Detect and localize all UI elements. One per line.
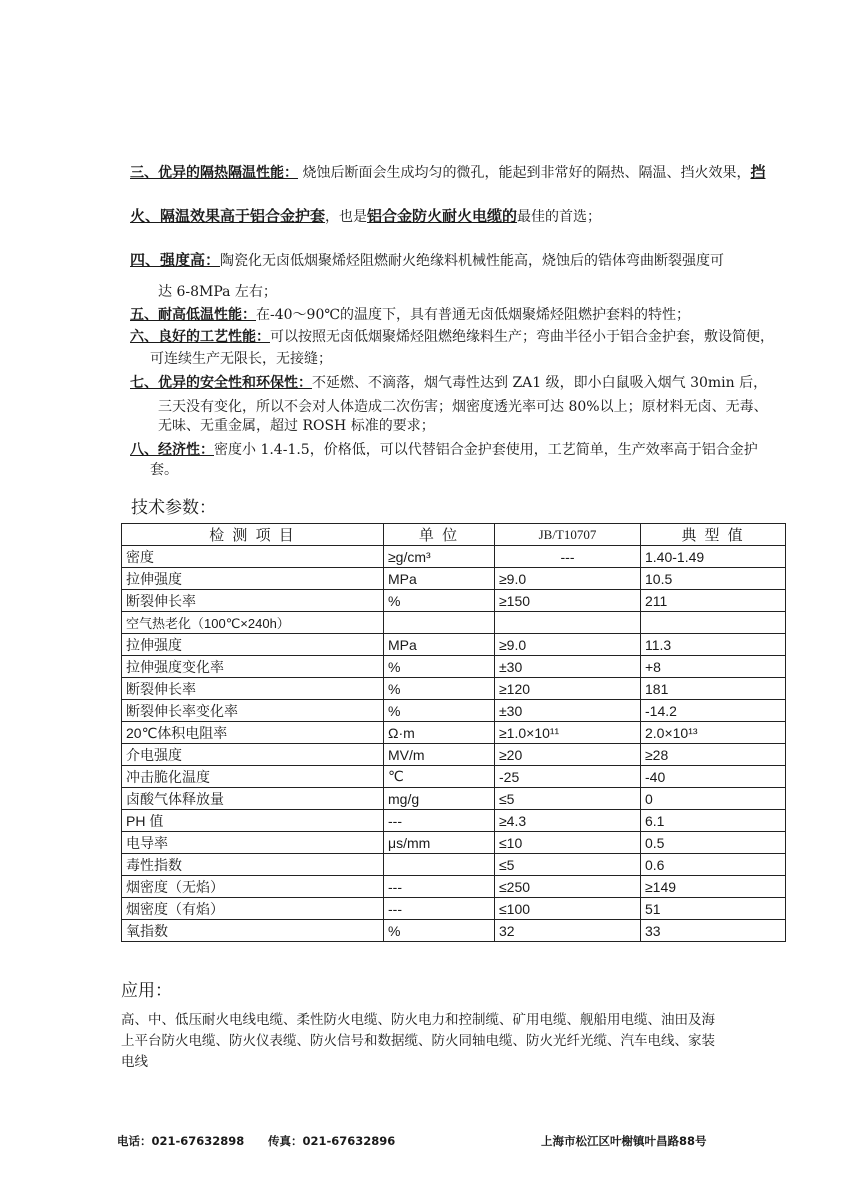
table-row: [122, 876, 786, 898]
cell-unit: ℃: [384, 766, 495, 788]
cell-typical: 51: [641, 898, 786, 920]
cell-unit: ---: [384, 810, 495, 832]
feature-8-heading: 八、经济性：: [130, 442, 214, 458]
cell-typical: [641, 612, 786, 634]
feature-7-heading: 七、优异的安全性和环保性：: [130, 375, 312, 391]
cell-typical: 211: [641, 590, 786, 612]
cell-unit: μs/mm: [384, 832, 495, 854]
cell-item: 20℃体积电阻率: [122, 722, 384, 744]
col-header-unit: 单 位: [384, 524, 495, 546]
cell-typical: ≥149: [641, 876, 786, 898]
table-row: [122, 590, 786, 612]
cell-item: 卤酸气体释放量: [122, 788, 384, 810]
feature-6-line-2: 可连续生产无限长，无接缝；: [150, 351, 332, 367]
application-line-2: 上平台防火电缆、防火仪表缆、防火信号和数据缆、防火同轴电缆、防火光纤光缆、汽车电线、家装: [121, 1033, 715, 1049]
cell-item: 拉伸强度: [122, 568, 384, 590]
cell-item: PH 值: [122, 810, 384, 832]
feature-3-text: 最佳的首选；: [517, 209, 602, 225]
cell-standard: ≥1.0×10¹¹: [495, 722, 641, 744]
cell-unit: mg/g: [384, 788, 495, 810]
cell-standard: ≥4.3: [495, 810, 641, 832]
cell-item: 介电强度: [122, 744, 384, 766]
cell-standard: ≥20: [495, 744, 641, 766]
cell-typical: ≥28: [641, 744, 786, 766]
feature-3-line-2: [130, 207, 601, 226]
cell-typical: 11.3: [641, 634, 786, 656]
feature-4-line-1: [130, 251, 724, 270]
application-line-3: 电线: [121, 1054, 148, 1070]
col-header-standard: JB/T10707: [495, 524, 641, 546]
cell-standard: ≤10: [495, 832, 641, 854]
table-row: [122, 898, 786, 920]
cell-standard: ±30: [495, 700, 641, 722]
cell-typical: -40: [641, 766, 786, 788]
cell-standard: ≤250: [495, 876, 641, 898]
cell-typical: 2.0×10¹³: [641, 722, 786, 744]
footer-address: 上海市松江区叶榭镇叶昌路88号: [541, 1134, 707, 1148]
cell-item: 空气热老化（100℃×240h）: [122, 612, 384, 634]
feature-6-text: 可以按照无卤低烟聚烯烃阻燃绝缘料生产；弯曲半径小于铝合金护套，敷设简便，: [270, 329, 774, 345]
cell-standard: ≥120: [495, 678, 641, 700]
feature-7-text: 不延燃、不滴落，烟气毒性达到 ZA1 级，即小白鼠吸入烟气 30min 后，: [312, 375, 768, 391]
col-header-item: 检 测 项 目: [122, 524, 384, 546]
feature-3-line-1: [130, 163, 765, 182]
feature-6-line-1: [130, 328, 774, 346]
cell-unit: MPa: [384, 568, 495, 590]
cell-standard: ≤100: [495, 898, 641, 920]
feature-5-heading: 五、耐高低温性能：: [130, 307, 256, 323]
cell-item: 烟密度（有焰）: [122, 898, 384, 920]
table-row: [122, 546, 786, 568]
cell-unit: %: [384, 920, 495, 942]
cell-unit: Ω·m: [384, 722, 495, 744]
table-row: [122, 788, 786, 810]
cell-item: 断裂伸长率变化率: [122, 700, 384, 722]
table-row: [122, 612, 786, 634]
cell-typical: -14.2: [641, 700, 786, 722]
feature-3-text: ，也是: [325, 209, 368, 225]
cell-typical: 6.1: [641, 810, 786, 832]
cell-unit: MPa: [384, 634, 495, 656]
cell-typical: 181: [641, 678, 786, 700]
feature-7-line-3: 无味、无重金属，超过 ROSH 标准的要求；: [158, 418, 435, 434]
table-row: [122, 568, 786, 590]
feature-3-text: 烧蚀后断面会生成均匀的微孔，能起到非常好的隔热、隔温、挡火效果，: [302, 165, 751, 181]
table-row: [122, 700, 786, 722]
table-header-row: [122, 524, 786, 546]
cell-typical: 33: [641, 920, 786, 942]
feature-4-text: 陶瓷化无卤低烟聚烯烃阻燃耐火绝缘料机械性能高，烧蚀后的锆体弯曲断裂强度可: [220, 253, 725, 269]
cell-item: 氧指数: [122, 920, 384, 942]
table-row: [122, 766, 786, 788]
table-row: [122, 920, 786, 942]
table-row: [122, 656, 786, 678]
cell-unit: MV/m: [384, 744, 495, 766]
cell-standard: -25: [495, 766, 641, 788]
table-row: [122, 810, 786, 832]
table-row: [122, 832, 786, 854]
feature-6-heading: 六、良好的工艺性能：: [130, 329, 270, 345]
cell-item: 断裂伸长率: [122, 590, 384, 612]
feature-3-highlight: 铝合金防火耐火电缆的: [367, 207, 518, 225]
cell-standard: ≤5: [495, 788, 641, 810]
cell-standard: ±30: [495, 656, 641, 678]
cell-unit: [384, 612, 495, 634]
feature-8-line-2: 套。: [150, 462, 178, 478]
feature-5-text: 在-40～90℃的温度下，具有普通无卤低烟聚烯烃阻燃护套料的特性；: [256, 307, 691, 323]
table-row: [122, 634, 786, 656]
col-header-typical: 典 型 值: [641, 524, 786, 546]
footer-fax: 传真：021-67632896: [268, 1134, 396, 1148]
cell-unit: %: [384, 678, 495, 700]
feature-7-line-2: 三天没有变化，所以不会对人体造成二次伤害；烟密度透光率可达 80%以上；原材料无卤、无毒、: [158, 399, 768, 415]
cell-unit: %: [384, 656, 495, 678]
tech-params-title: 技术参数：: [131, 498, 216, 518]
cell-item: 断裂伸长率: [122, 678, 384, 700]
cell-unit: ---: [384, 876, 495, 898]
cell-item: 毒性指数: [122, 854, 384, 876]
cell-standard: ---: [495, 546, 641, 568]
cell-unit: %: [384, 590, 495, 612]
cell-unit: ---: [384, 898, 495, 920]
cell-item: 密度: [122, 546, 384, 568]
cell-item: 烟密度（无焰）: [122, 876, 384, 898]
feature-3-highlight: 挡: [750, 163, 766, 181]
feature-3-highlight: 火、隔温效果高于铝合金护套: [130, 207, 326, 225]
application-title: 应用：: [121, 981, 172, 1001]
feature-8-line-1: [130, 441, 758, 459]
table-row: [122, 722, 786, 744]
cell-standard: 32: [495, 920, 641, 942]
feature-3-heading: 三、优异的隔热隔温性能：: [130, 165, 298, 181]
cell-unit: ≥g/cm³: [384, 546, 495, 568]
feature-4-line-2: 达 6-8MPa 左右；: [158, 284, 277, 300]
table-row: [122, 744, 786, 766]
cell-typical: 0.6: [641, 854, 786, 876]
cell-typical: 0.5: [641, 832, 786, 854]
feature-5-line-1: [130, 306, 690, 324]
cell-typical: 1.40-1.49: [641, 546, 786, 568]
table-row: [122, 854, 786, 876]
cell-unit: %: [384, 700, 495, 722]
cell-item: 电导率: [122, 832, 384, 854]
cell-standard: ≥9.0: [495, 568, 641, 590]
tech-params-table: [121, 523, 786, 942]
cell-typical: 0: [641, 788, 786, 810]
cell-item: 拉伸强度: [122, 634, 384, 656]
footer-phone: 电话：021-67632898: [117, 1134, 245, 1148]
cell-standard: ≤5: [495, 854, 641, 876]
feature-4-heading: 四、强度高：: [130, 251, 221, 269]
cell-typical: +8: [641, 656, 786, 678]
cell-item: 冲击脆化温度: [122, 766, 384, 788]
cell-standard: ≥9.0: [495, 634, 641, 656]
cell-item: 拉伸强度变化率: [122, 656, 384, 678]
feature-8-text: 密度小 1.4-1.5，价格低，可以代替铝合金护套使用，工艺简单，生产效率高于铝合金护: [214, 442, 758, 458]
application-line-1: 高、中、低压耐火电线电缆、柔性防火电缆、防火电力和控制缆、矿用电缆、舰船用电缆、油田及海: [121, 1012, 715, 1028]
cell-standard: [495, 612, 641, 634]
table-row: [122, 678, 786, 700]
feature-7-line-1: [130, 374, 767, 392]
cell-standard: ≥150: [495, 590, 641, 612]
cell-unit: [384, 854, 495, 876]
cell-typical: 10.5: [641, 568, 786, 590]
